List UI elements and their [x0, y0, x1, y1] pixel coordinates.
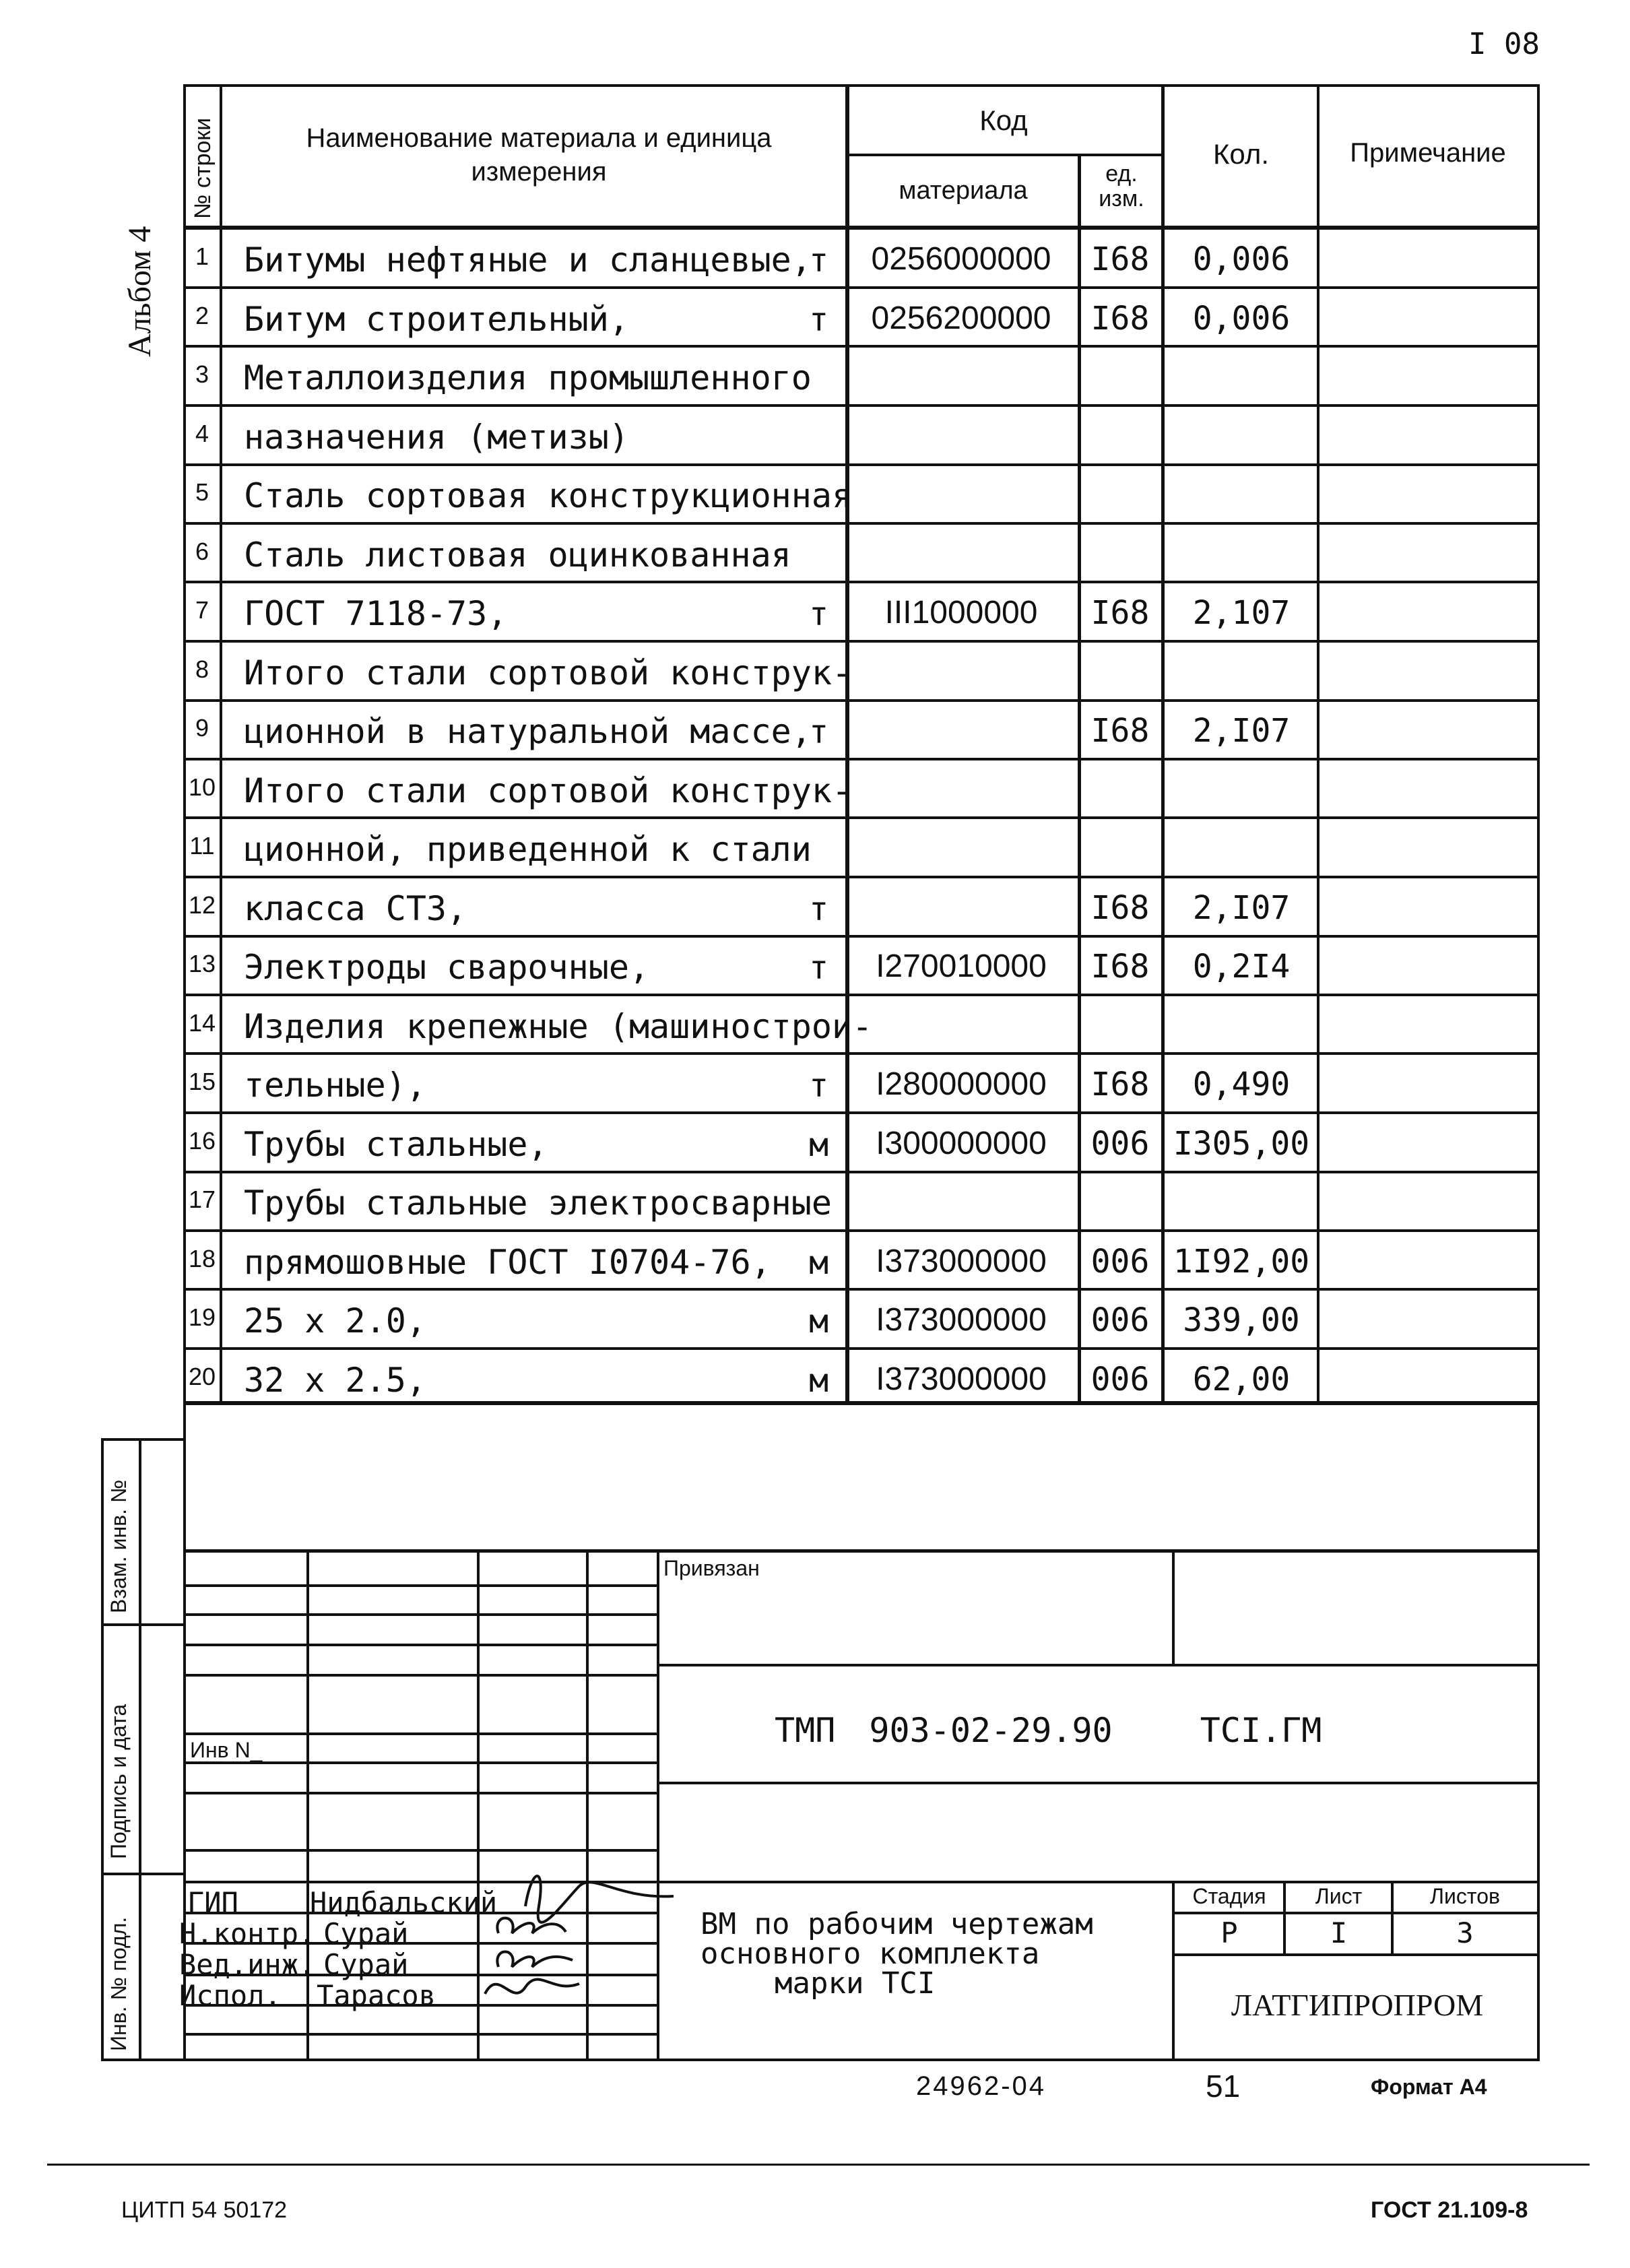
footer-page: 51: [1206, 2069, 1241, 2104]
material-code: I280000000: [876, 1066, 1047, 1102]
unit-code: 006: [1090, 1243, 1150, 1281]
material-name: Сталь сортовая конструкционная: [244, 476, 853, 515]
doc-code: [775, 1711, 1322, 1750]
person-role-3: Испол.: [179, 1979, 282, 2012]
unit-of-measure: т: [809, 242, 828, 280]
quantity: 0,006: [1192, 240, 1291, 278]
unit-of-measure: т: [809, 595, 828, 633]
doc-code-c: ТСI.ГМ: [1200, 1711, 1322, 1750]
unit-code: 006: [1090, 1301, 1150, 1339]
unit-code: I68: [1090, 889, 1150, 927]
stamp-inv-podl: Инв. № подл.: [106, 1916, 131, 2051]
header-note: Примечание: [1350, 138, 1506, 168]
unit-code: I68: [1090, 712, 1150, 750]
description-line-2: основного комплекта: [700, 1937, 1040, 1971]
unit-of-measure: м: [809, 1244, 828, 1282]
row-number: 17: [188, 1186, 216, 1213]
row-number: 13: [188, 950, 216, 977]
material-name: Металлоизделия промышленного: [244, 358, 812, 397]
corner-mark: I 08: [1468, 27, 1540, 61]
unit-code: I68: [1090, 300, 1150, 337]
row-number: 16: [188, 1127, 216, 1155]
header-name-text: Наименование материала и единица измерения: [306, 123, 772, 187]
row-number: 1: [195, 242, 209, 270]
row-number: 4: [195, 420, 209, 447]
quantity: 62,00: [1192, 1361, 1291, 1398]
quantity: 1I92,00: [1173, 1243, 1310, 1281]
doc-code-b: 903-02-29.90: [869, 1711, 1113, 1750]
material-code: I373000000: [876, 1302, 1047, 1338]
unit-code: 006: [1090, 1125, 1150, 1163]
material-code: I373000000: [876, 1243, 1047, 1279]
inv-no-label: Инв N_: [190, 1738, 263, 1762]
unit-of-measure: м: [809, 1126, 828, 1164]
row-number: 2: [195, 302, 209, 329]
quantity: 2,I07: [1192, 712, 1291, 750]
sheets-label: Листов: [1430, 1884, 1500, 1908]
material-name: прямошовные ГОСТ I0704-76,: [244, 1243, 771, 1282]
row-number: 11: [189, 832, 215, 860]
unit-of-measure: т: [809, 890, 828, 928]
material-code: III1000000: [884, 595, 1038, 630]
row-number: 10: [188, 773, 216, 801]
footer-inv-number: 24962-04: [916, 2071, 1047, 2101]
unit-of-measure: м: [809, 1362, 828, 1400]
quantity: 0,2I4: [1192, 948, 1291, 985]
material-name: ционной в натуральной массе,: [244, 712, 812, 751]
material-name: 25 x 2.0,: [244, 1301, 426, 1340]
unit-of-measure: т: [809, 949, 828, 987]
header-row-number: № строки: [190, 117, 216, 219]
material-code: 0256200000: [871, 300, 1051, 336]
material-name: назначения (метизы): [244, 418, 629, 457]
description-line-1: ВМ по рабочим чертежам: [700, 1907, 1093, 1941]
footer-format: Формат А4: [1371, 2075, 1487, 2099]
quantity: 2,107: [1192, 594, 1291, 632]
row-number: 18: [188, 1245, 216, 1272]
row-number: 14: [188, 1009, 216, 1037]
row-number: 9: [195, 714, 209, 742]
unit-code: I68: [1090, 240, 1150, 278]
unit-of-measure: т: [809, 713, 828, 751]
row-number: 8: [195, 655, 209, 683]
footer-rule: [47, 2164, 1590, 2166]
person-role-2: Вед.инж.: [179, 1948, 316, 1981]
unit-of-measure: т: [809, 1067, 828, 1105]
organization: ЛАТГИПРОПРОМ: [1231, 1988, 1484, 2022]
album-label: Альбом 4: [122, 226, 158, 357]
header-code: Код: [979, 104, 1028, 136]
material-name: Битум строительный,: [244, 300, 629, 339]
material-name: класса СТ3,: [244, 889, 467, 928]
material-name: Итого стали сортовой конструк-: [244, 653, 853, 692]
row-number: 15: [188, 1068, 216, 1095]
material-name: Изделия крепежные (машинострои-: [244, 1007, 873, 1046]
material-name: тельные),: [244, 1066, 426, 1105]
doc-code-a: ТМП: [775, 1711, 836, 1750]
footer-right: ГОСТ 21.109-8: [1371, 2197, 1528, 2223]
unit-code: I68: [1090, 948, 1150, 985]
header-qty: Кол.: [1212, 138, 1270, 170]
row-number: 19: [188, 1303, 216, 1331]
privyazan-label: Привязан: [663, 1556, 760, 1580]
doc-description: [700, 1907, 1093, 2001]
material-code: I270010000: [876, 948, 1047, 984]
quantity: I305,00: [1173, 1125, 1310, 1163]
person-name-0: Нидбальский: [310, 1886, 498, 1919]
quantity: 0,006: [1192, 300, 1291, 337]
material-code: 0256000000: [871, 241, 1051, 277]
header-name: [283, 121, 795, 189]
person-role-0: ГИП: [187, 1886, 238, 1919]
stamp-signature-date: Подпись и дата: [106, 1704, 131, 1859]
header-code-material: материала: [899, 176, 1028, 205]
material-name: Сталь листовая оцинкованная: [244, 536, 791, 575]
signatures: [471, 1859, 687, 2041]
person-role-1: Н.контр.: [179, 1917, 316, 1950]
row-number: 20: [188, 1363, 216, 1390]
quantity: 2,I07: [1192, 889, 1291, 927]
person-name-3: Тарасов: [317, 1979, 436, 2012]
footer-left: ЦИТП 54 50172: [121, 2197, 288, 2223]
quantity: 0,490: [1192, 1066, 1291, 1103]
material-name: ГОСТ 7118-73,: [244, 594, 508, 633]
row-number: 12: [188, 891, 216, 919]
sheet-value: I: [1330, 1916, 1348, 1949]
person-name-1: Сурай: [323, 1917, 409, 1950]
material-name: Битумы нефтяные и сланцевые,: [244, 240, 812, 280]
material-name: Электроды сварочные,: [244, 948, 650, 987]
description-line-3: марки ТСI: [775, 1966, 936, 2001]
row-number: 7: [195, 596, 209, 624]
stage-label: Стадия: [1192, 1884, 1266, 1908]
material-name: Итого стали сортовой конструк-: [244, 771, 853, 810]
material-name: 32 x 2.5,: [244, 1361, 426, 1400]
material-code: I300000000: [876, 1126, 1047, 1161]
quantity: 339,00: [1183, 1301, 1300, 1339]
material-name: Трубы стальные,: [244, 1125, 548, 1164]
material-name: Трубы стальные электросварные: [244, 1184, 832, 1223]
unit-code: I68: [1090, 1066, 1150, 1103]
unit-of-measure: м: [809, 1303, 828, 1340]
material-name: ционной, приведенной к стали: [244, 830, 812, 869]
unit-code: I68: [1090, 594, 1150, 632]
person-name-2: Сурай: [323, 1948, 409, 1981]
unit-of-measure: т: [809, 301, 828, 339]
sheets-value: 3: [1456, 1916, 1474, 1949]
stamp-vzam-inv: Взам. инв. №: [106, 1479, 131, 1613]
material-code: I373000000: [876, 1361, 1047, 1397]
row-number: 5: [195, 478, 209, 506]
unit-code: 006: [1090, 1361, 1150, 1398]
header-code-unit: ед. изм.: [1099, 161, 1144, 212]
stage-value: Р: [1220, 1916, 1238, 1949]
sheet-label: Лист: [1315, 1884, 1363, 1908]
row-number: 3: [195, 360, 209, 388]
row-number: 6: [195, 538, 209, 565]
